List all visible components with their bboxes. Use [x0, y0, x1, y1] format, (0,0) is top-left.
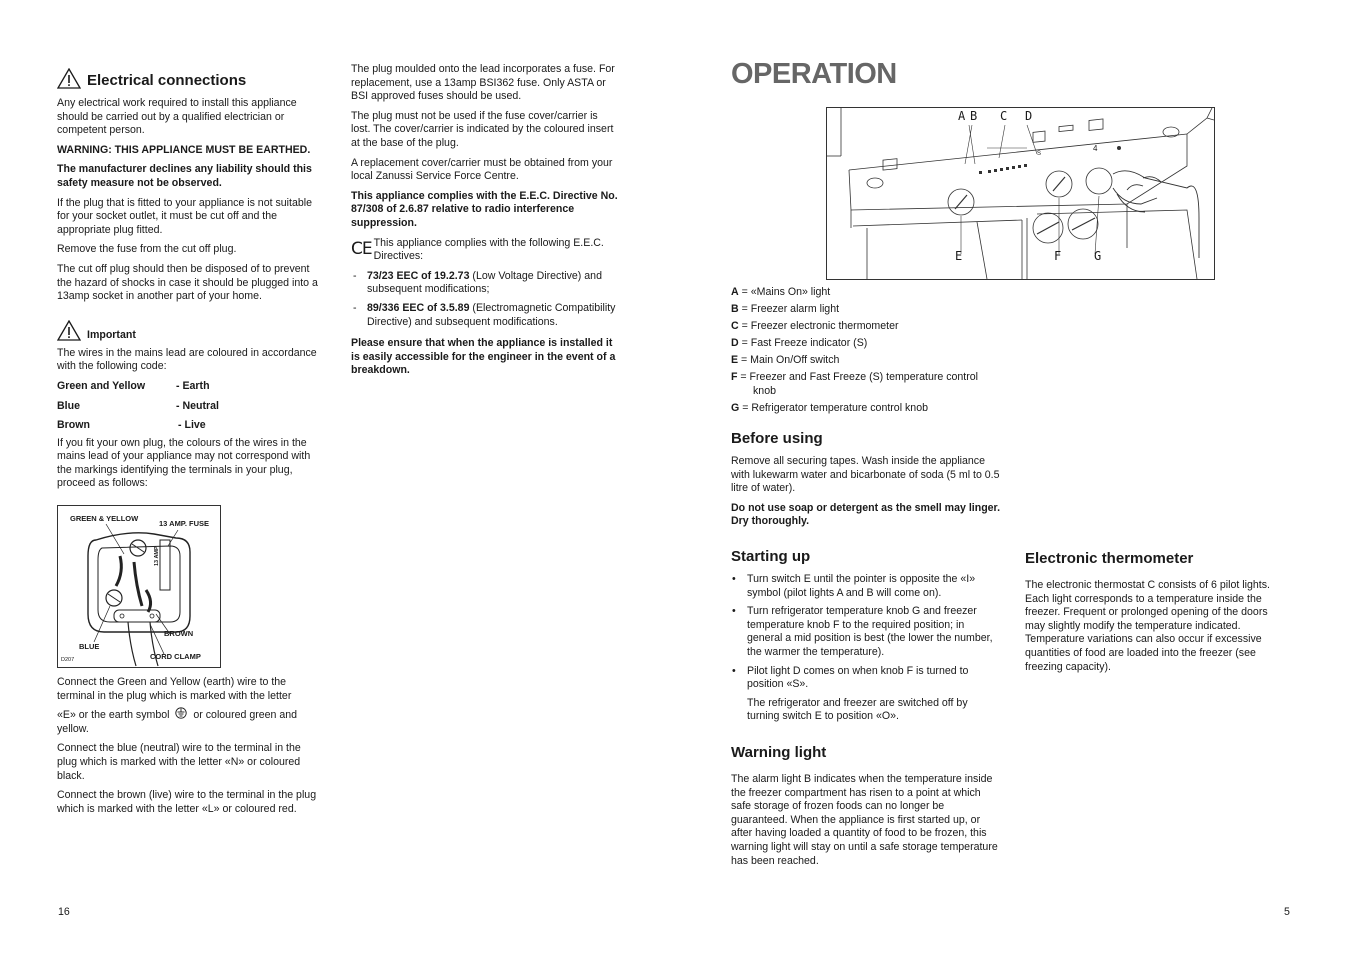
legend-item: [731, 354, 1001, 368]
label-brown: BROWN: [164, 629, 194, 639]
wire-code-row: [57, 380, 319, 394]
legend-list: [731, 286, 1001, 415]
legend-text: = Fast Freeze indicator (S): [738, 336, 868, 349]
right-column-2: [1025, 550, 1290, 680]
label-cord-clamp: CORD CLAMP: [150, 652, 201, 662]
wire-color: Green and Yellow: [57, 379, 146, 392]
ce-block: [351, 237, 619, 264]
fig-label-e: E: [955, 249, 963, 263]
connect-green-text-b1: «E» or the earth symbol: [57, 709, 170, 722]
electrical-p1: Any electrical work required to install this appliance should be carried out by a qualified electrician or competent person.: [57, 97, 297, 137]
connect-green-line2: [57, 707, 319, 736]
page-number-right: 5: [1284, 906, 1290, 918]
important-p1: The wires in the mains lead are coloured in accordance with the following code:: [57, 346, 317, 373]
wire-color: Blue: [57, 399, 80, 412]
connect-blue: Connect the blue (neutral) wire to the terminal in the plug which is marked with the letter «N» or coloured black.: [57, 742, 301, 782]
legend-text: = Freezer electronic thermometer: [738, 319, 899, 332]
electrical-p4: The cut off plug should then be disposed of to prevent the hazard of shocks in case it should be plugged into a 13amp socket in another part of your home.: [57, 262, 318, 303]
label-fuse: 13 AMP. FUSE: [159, 519, 210, 529]
legend-item: [731, 371, 999, 398]
directive-desc: (Low Voltage Directive) and subsequent modifications;: [367, 269, 602, 296]
label-fuse-vertical: 13 AMP: [154, 546, 160, 567]
wire-role: - Neutral: [176, 399, 219, 412]
left-column: [57, 0, 319, 822]
label-green-yellow: GREEN & YELLOW: [70, 514, 139, 524]
connect-brown: Connect the brown (live) wire to the terminal in the plug which is marked with the letter «L» or coloured red.: [57, 789, 317, 815]
legend-text: = Freezer and Fast Freeze (S) temperature control knob: [737, 370, 979, 397]
right-column-1: [731, 286, 1001, 874]
legend-key: C: [731, 319, 739, 332]
electrical-p3: Remove the fuse from the cut off plug.: [57, 243, 237, 256]
legend-item: [731, 337, 1001, 351]
starting-item: • Turn refrigerator temperature knob G and freezer temperature knob F to the required position; in general a mid position is best (the lower the number, the warmer the temperature).: [731, 605, 1001, 659]
earth-symbol-icon: [175, 707, 187, 719]
fig-label-d: D: [1025, 109, 1033, 123]
legend-key: D: [731, 336, 739, 349]
directive-code: 89/336 EEC of 3.5.89: [367, 301, 470, 314]
label-blue: BLUE: [79, 642, 100, 652]
wire-code-row: [57, 419, 319, 433]
control-panel-illustration: [827, 108, 1214, 279]
operation-title: OPERATION: [731, 58, 897, 90]
legend-text: = Freezer alarm light: [738, 302, 840, 315]
connect-green: [57, 676, 319, 703]
legend-text: = Main On/Off switch: [738, 353, 840, 366]
figure-code: D207: [61, 657, 75, 664]
directive-desc: (Electromagnetic Compatibility Directive) and subsequent modifications.: [367, 301, 616, 328]
ce-mark-icon: CE: [351, 238, 372, 259]
legend-key: G: [731, 401, 740, 414]
replacement-paragraph: A replacement cover/carrier must be obtained from your local Zanussi Service Force Centre.: [351, 156, 613, 183]
legend-key: E: [731, 353, 739, 366]
starting-item: • Pilot light D comes on when knob F is turned to position «S».: [731, 665, 1001, 692]
electrical-p2: If the plug that is fitted to your appliance is not suitable for your socket outlet, it must be cut off and the appropriate plug fitted.: [57, 196, 312, 236]
legend-item: [731, 320, 1001, 334]
before-using-title: Before using: [731, 430, 823, 448]
fig-label-s: S: [1037, 151, 1042, 157]
legend-key: F: [731, 370, 738, 383]
cover-paragraph: The plug must not be used if the fuse cover/carrier is lost. The cover/carrier is indicated by the coloured insert at the base of the plug.: [351, 109, 614, 149]
control-panel-figure: [826, 107, 1215, 280]
warning-light-p1: The alarm light B indicates when the temperature inside the freezer compartment has risen to a point at which safe storage of frozen foods can no longer be guaranteed. When the appliance is first started up, or after having loaded a quantity of food to be frozen, this warning light will stay on until a safe storage temperature has been reached.: [731, 773, 998, 867]
wire-role: - Earth: [176, 379, 210, 392]
before-using-p1: Remove all securing tapes. Wash inside the appliance with lukewarm water and bicarbonate of soda (5 ml to 0.5 litre of water).: [731, 455, 1000, 495]
warning-triangle-icon: [57, 320, 81, 341]
starting-up-list: [731, 573, 1001, 692]
fig-label-c: C: [1000, 109, 1008, 123]
manufacturer-note: The manufacturer declines any liability should this safety measure not be observed.: [57, 163, 312, 189]
eec-compliance: This appliance complies with the E.E.C. Directive No. 87/308 of 2.6.87 relative to radio interference suppression.: [351, 189, 618, 229]
electronic-thermometer-title: Electronic thermometer: [1025, 550, 1194, 567]
legend-text: = Refrigerator temperature control knob: [739, 401, 928, 414]
earthed-warning: WARNING: THIS APPLIANCE MUST BE EARTHED.: [57, 143, 311, 156]
important-p2: If you fit your own plug, the colours of the wires in the mains lead of your appliance may not correspond with the markings identifying the terminals in your plug, proceed as follows:: [57, 436, 311, 490]
directive-code: 73/23 EEC of 19.2.73: [367, 269, 470, 282]
starting-up-title: Starting up: [731, 548, 811, 566]
electrical-title: Electrical connections: [87, 72, 247, 89]
page-number-left: 16: [58, 906, 70, 918]
fuse-paragraph: The plug moulded onto the lead incorporates a fuse. For replacement, use a 13amp BSI362 fuse. Only ASTA or BSI approved fuses should be used.: [351, 63, 615, 103]
fig-label-g: G: [1094, 249, 1102, 263]
fig-label-f: F: [1054, 249, 1062, 263]
plug-wiring-figure: [57, 505, 221, 668]
fig-label-a: A: [958, 109, 966, 123]
legend-item: [731, 402, 1001, 416]
ce-text: This appliance complies with the following E.E.C. Directives:: [373, 236, 604, 263]
legend-text: = «Mains On» light: [738, 286, 831, 298]
directive-item: [351, 302, 619, 329]
warning-triangle-icon: [57, 68, 81, 89]
switch-off-note: The refrigerator and freezer are switched off by turning switch E to position «O».: [747, 696, 968, 723]
electrical-heading: [57, 68, 319, 89]
wire-color: Brown: [57, 419, 90, 432]
before-using-p2: Do not use soap or detergent as the smell may linger. Dry thoroughly.: [731, 501, 1001, 528]
wire-role: - Live: [178, 419, 206, 432]
connect-green-text-a: Connect the Green and Yellow (earth) wire to the terminal in the plug which is marked with the letter: [57, 676, 292, 702]
legend-key: B: [731, 302, 739, 315]
legend-key: A: [731, 286, 739, 298]
warning-light-title: Warning light: [731, 744, 827, 761]
important-heading: [57, 320, 319, 341]
electronic-thermometer-p1: The electronic thermostat C consists of 6 pilot lights. Each light corresponds to a temperature inside the freezer. Frequent or prolonged opening of the doors may slightly modify the temperature indicated. Temperature variations can also occur if excessive quantities of food are loaded into the freezer (see freezing capacity).: [1025, 579, 1270, 673]
starting-item: • Turn switch E until the pointer is opposite the «I» symbol (pilot lights A and B will come on).: [731, 573, 1001, 600]
fig-label-b: B: [970, 109, 978, 123]
fig-label-4: 4: [1093, 144, 1098, 153]
middle-column: [351, 63, 619, 384]
directive-item: [351, 270, 619, 297]
legend-item: [731, 286, 1001, 300]
legend-item: [731, 303, 1001, 317]
wire-code-row: [57, 400, 319, 414]
directives-list: [351, 270, 619, 329]
important-title: Important: [87, 328, 136, 341]
connect-green-text-b2: or coloured green and yellow.: [57, 709, 298, 735]
accessibility-note: Please ensure that when the appliance is installed it is easily accessible for the engineer in the event of a breakdown.: [351, 337, 616, 377]
